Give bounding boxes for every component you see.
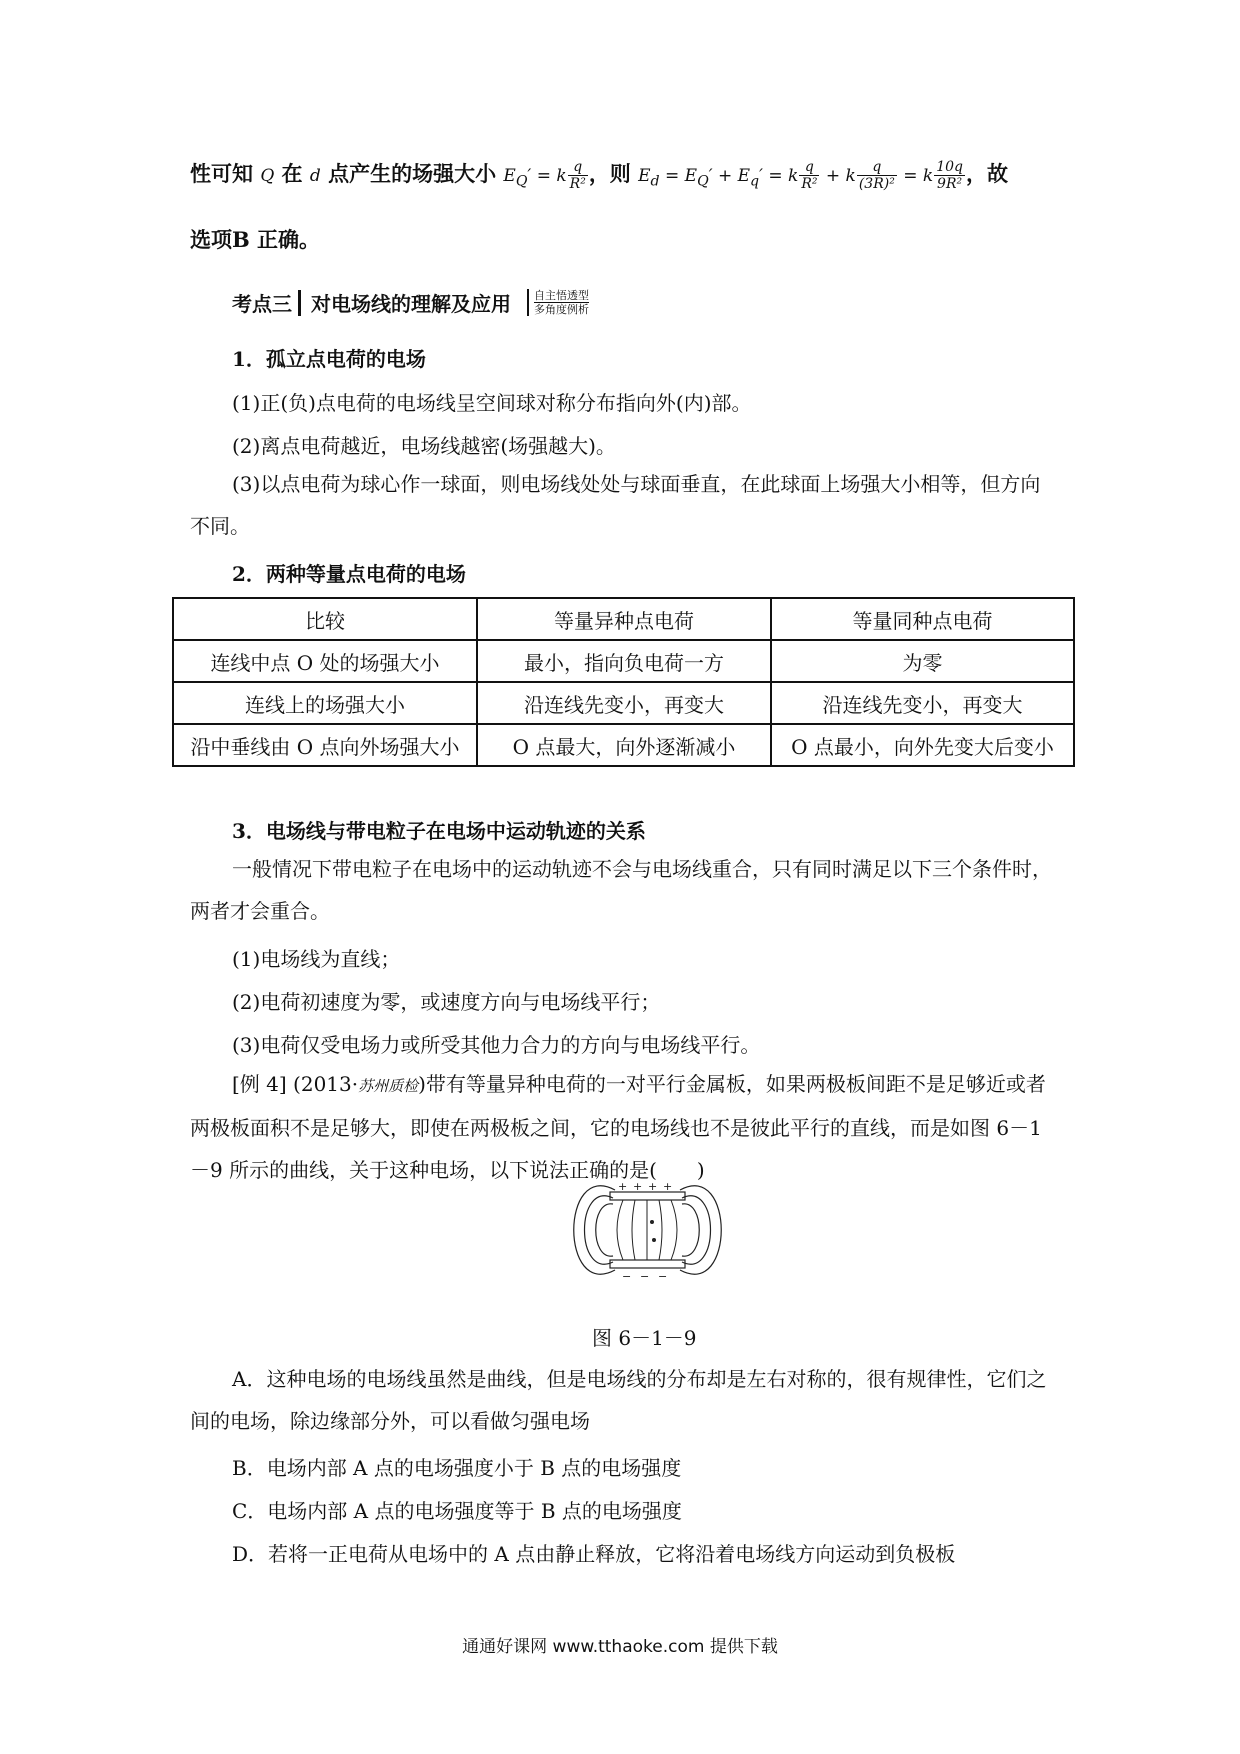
section-title: 对电场线的理解及应用 bbox=[311, 292, 511, 316]
page-footer: 通通好课网 www.tthaoke.com 提供下载 bbox=[462, 1637, 778, 1657]
point3-heading: 3．电场线与带电粒子在电场中运动轨迹的关系 bbox=[232, 819, 646, 843]
option-d: D．若将一正电荷从电场中的 A 点由静止释放，它将沿着电场线方向运动到负极板 bbox=[232, 1542, 956, 1566]
point1-heading: 1．孤立点电荷的电场 bbox=[232, 347, 426, 371]
var-q: Q bbox=[260, 166, 275, 186]
section-badge bbox=[527, 289, 589, 316]
ed-term bbox=[638, 166, 799, 190]
plus-sign: + bbox=[648, 1180, 658, 1193]
point-a bbox=[650, 1220, 654, 1224]
formula-continuation: 选项B 正确。 bbox=[190, 227, 321, 252]
option-a: A．这种电场的电场线虽然是曲线，但是电场线的分布却是左右对称的，很有规律性，它们之间的电场，除边缘部分外，可以看做匀强电场 bbox=[190, 1367, 1047, 1433]
field-lines-figure bbox=[555, 1170, 740, 1290]
eq-sub: Q bbox=[515, 173, 528, 190]
formula-tail: ，故 bbox=[965, 161, 1008, 186]
fraction-4-den: 9R² bbox=[937, 176, 963, 192]
table-cell: 最小，指向负电荷一方 bbox=[477, 640, 771, 682]
fraction-1 bbox=[568, 159, 588, 192]
ed-sum-sub: Q bbox=[697, 173, 709, 190]
point2-heading: 2．两种等量点电荷的电场 bbox=[232, 562, 466, 586]
badge-line-1: 自主悟透型 bbox=[534, 289, 589, 302]
minus-sign: − bbox=[658, 1270, 668, 1283]
formula-lead: 性可知 bbox=[190, 161, 261, 186]
fraction-2-den: R² bbox=[801, 176, 818, 192]
point1-item-3: (3)以点电荷为球心作一球面，则电场线处处与球面垂直，在此球面上场强大小相等，但方向不同。 bbox=[190, 472, 1041, 538]
section-header bbox=[232, 288, 589, 317]
formula-then: ，则 bbox=[588, 161, 639, 186]
table-header: 比较 bbox=[173, 598, 477, 640]
eq-label: E bbox=[503, 166, 516, 186]
plus-sign: + bbox=[618, 1180, 628, 1193]
eq-q-term bbox=[503, 166, 567, 190]
fraction-4 bbox=[934, 159, 965, 192]
plus-sign: + bbox=[663, 1180, 673, 1193]
table-header-row bbox=[173, 598, 1074, 640]
option-b: B．电场内部 A 点的电场强度小于 B 点的电场强度 bbox=[232, 1456, 682, 1480]
field-line-right-mid bbox=[682, 1196, 711, 1264]
table-cell: 连线上的场强大小 bbox=[173, 682, 477, 724]
table-cell: 连线中点 O 处的场强大小 bbox=[173, 640, 477, 682]
table-cell: 沿连线先变小，再变大 bbox=[477, 682, 771, 724]
negative-plate bbox=[610, 1260, 685, 1268]
inner-line-5 bbox=[671, 1200, 677, 1260]
inner-line-2 bbox=[632, 1200, 635, 1260]
table-cell: O 点最大，向外逐渐减小 bbox=[477, 724, 771, 766]
formula-line bbox=[190, 152, 1070, 203]
table-header: 等量同种点电荷 bbox=[771, 598, 1074, 640]
table-header: 等量异种点电荷 bbox=[477, 598, 771, 640]
formula-in: 在 bbox=[274, 161, 310, 186]
ed-eq: = k bbox=[762, 166, 799, 186]
ed-label: E bbox=[638, 166, 651, 186]
formula-mid: 点产生的场强大小 bbox=[320, 161, 504, 186]
fraction-4-num: 10q bbox=[936, 159, 963, 175]
example-source-close: ) bbox=[418, 1072, 426, 1096]
table-cell: O 点最小，向外先变大后变小 bbox=[771, 724, 1074, 766]
fraction-1-den: R² bbox=[569, 176, 586, 192]
comparison-table bbox=[172, 597, 1075, 767]
minus-sign: − bbox=[622, 1270, 632, 1283]
var-d: d bbox=[309, 166, 321, 186]
plus-k: + k bbox=[820, 166, 856, 186]
field-line-right-inner bbox=[682, 1204, 699, 1256]
ed-sub: d bbox=[650, 173, 660, 190]
badge-line-2: 多角度例析 bbox=[534, 303, 589, 316]
ed-plus: + E bbox=[712, 166, 751, 186]
table-row bbox=[173, 724, 1074, 766]
example-source-name: 苏州质检 bbox=[358, 1077, 419, 1095]
plus-sign: + bbox=[633, 1180, 643, 1193]
table-cell: 沿中垂线由 O 点向外场强大小 bbox=[173, 724, 477, 766]
table-cell: 为零 bbox=[771, 640, 1074, 682]
fraction-2-num: q bbox=[799, 159, 819, 176]
eq-prime: ′ bbox=[527, 166, 532, 186]
positive-plate bbox=[610, 1192, 685, 1200]
fraction-3 bbox=[857, 159, 897, 192]
point1-item-2: (2)离点电荷越近，电场线越密(场强越大)。 bbox=[232, 434, 616, 458]
example-source-year: (2013· bbox=[293, 1072, 359, 1096]
option-c: C．电场内部 A 点的电场强度等于 B 点的电场强度 bbox=[232, 1499, 682, 1523]
table-row bbox=[173, 640, 1074, 682]
point3-item-2: (2)电荷初速度为零，或速度方向与电场线平行； bbox=[232, 990, 661, 1014]
figure-caption: 图 6－1－9 bbox=[592, 1326, 697, 1350]
fraction-3-den: (3R)² bbox=[858, 176, 895, 192]
inner-field-lines bbox=[617, 1200, 677, 1260]
eq-k: = k bbox=[897, 166, 934, 186]
point3-item-1: (1)电场线为直线； bbox=[232, 947, 401, 971]
point-b bbox=[652, 1238, 656, 1242]
example-text: 带有等量异种电荷的一对平行金属板，如果两极板间距不是足够近或者两极板面积不是足够大，即使在两极板之间，它的电场线也不是彼此平行的直线，而是如图 6－1－9 所示的曲线，关于这种电场，以下说法正确的是( ) bbox=[190, 1072, 1046, 1182]
fraction-1-num: q bbox=[568, 159, 588, 176]
field-line-left-mid bbox=[585, 1196, 614, 1264]
ed-plus-sub: q bbox=[750, 173, 760, 190]
ed-plus-prime: ′ bbox=[759, 166, 763, 186]
fraction-3-num: q bbox=[857, 159, 897, 176]
fraction-2 bbox=[799, 159, 819, 192]
ed-sum-prime: ′ bbox=[708, 166, 713, 186]
point3-intro: 一般情况下带电粒子在电场中的运动轨迹不会与电场线重合，只有同时满足以下三个条件时，两者才会重合。 bbox=[190, 857, 1052, 923]
section-label: 考点三 bbox=[232, 292, 292, 316]
inner-line-4 bbox=[659, 1200, 662, 1260]
table-row bbox=[173, 682, 1074, 724]
inner-line-1 bbox=[617, 1200, 623, 1260]
eq-sign: = k bbox=[531, 166, 567, 186]
point3-item-3: (3)电荷仅受电场力或所受其他力合力的方向与电场线平行。 bbox=[232, 1033, 761, 1057]
ed-sum: = E bbox=[659, 166, 698, 186]
section-divider bbox=[298, 290, 301, 316]
table-cell: 沿连线先变小，再变大 bbox=[771, 682, 1074, 724]
example-tag: [例 4] bbox=[232, 1072, 287, 1096]
point1-item-1: (1)正(负)点电荷的电场线呈空间球对称分布指向外(内)部。 bbox=[232, 391, 752, 415]
minus-sign: − bbox=[640, 1270, 650, 1283]
field-line-left-inner bbox=[596, 1204, 613, 1256]
